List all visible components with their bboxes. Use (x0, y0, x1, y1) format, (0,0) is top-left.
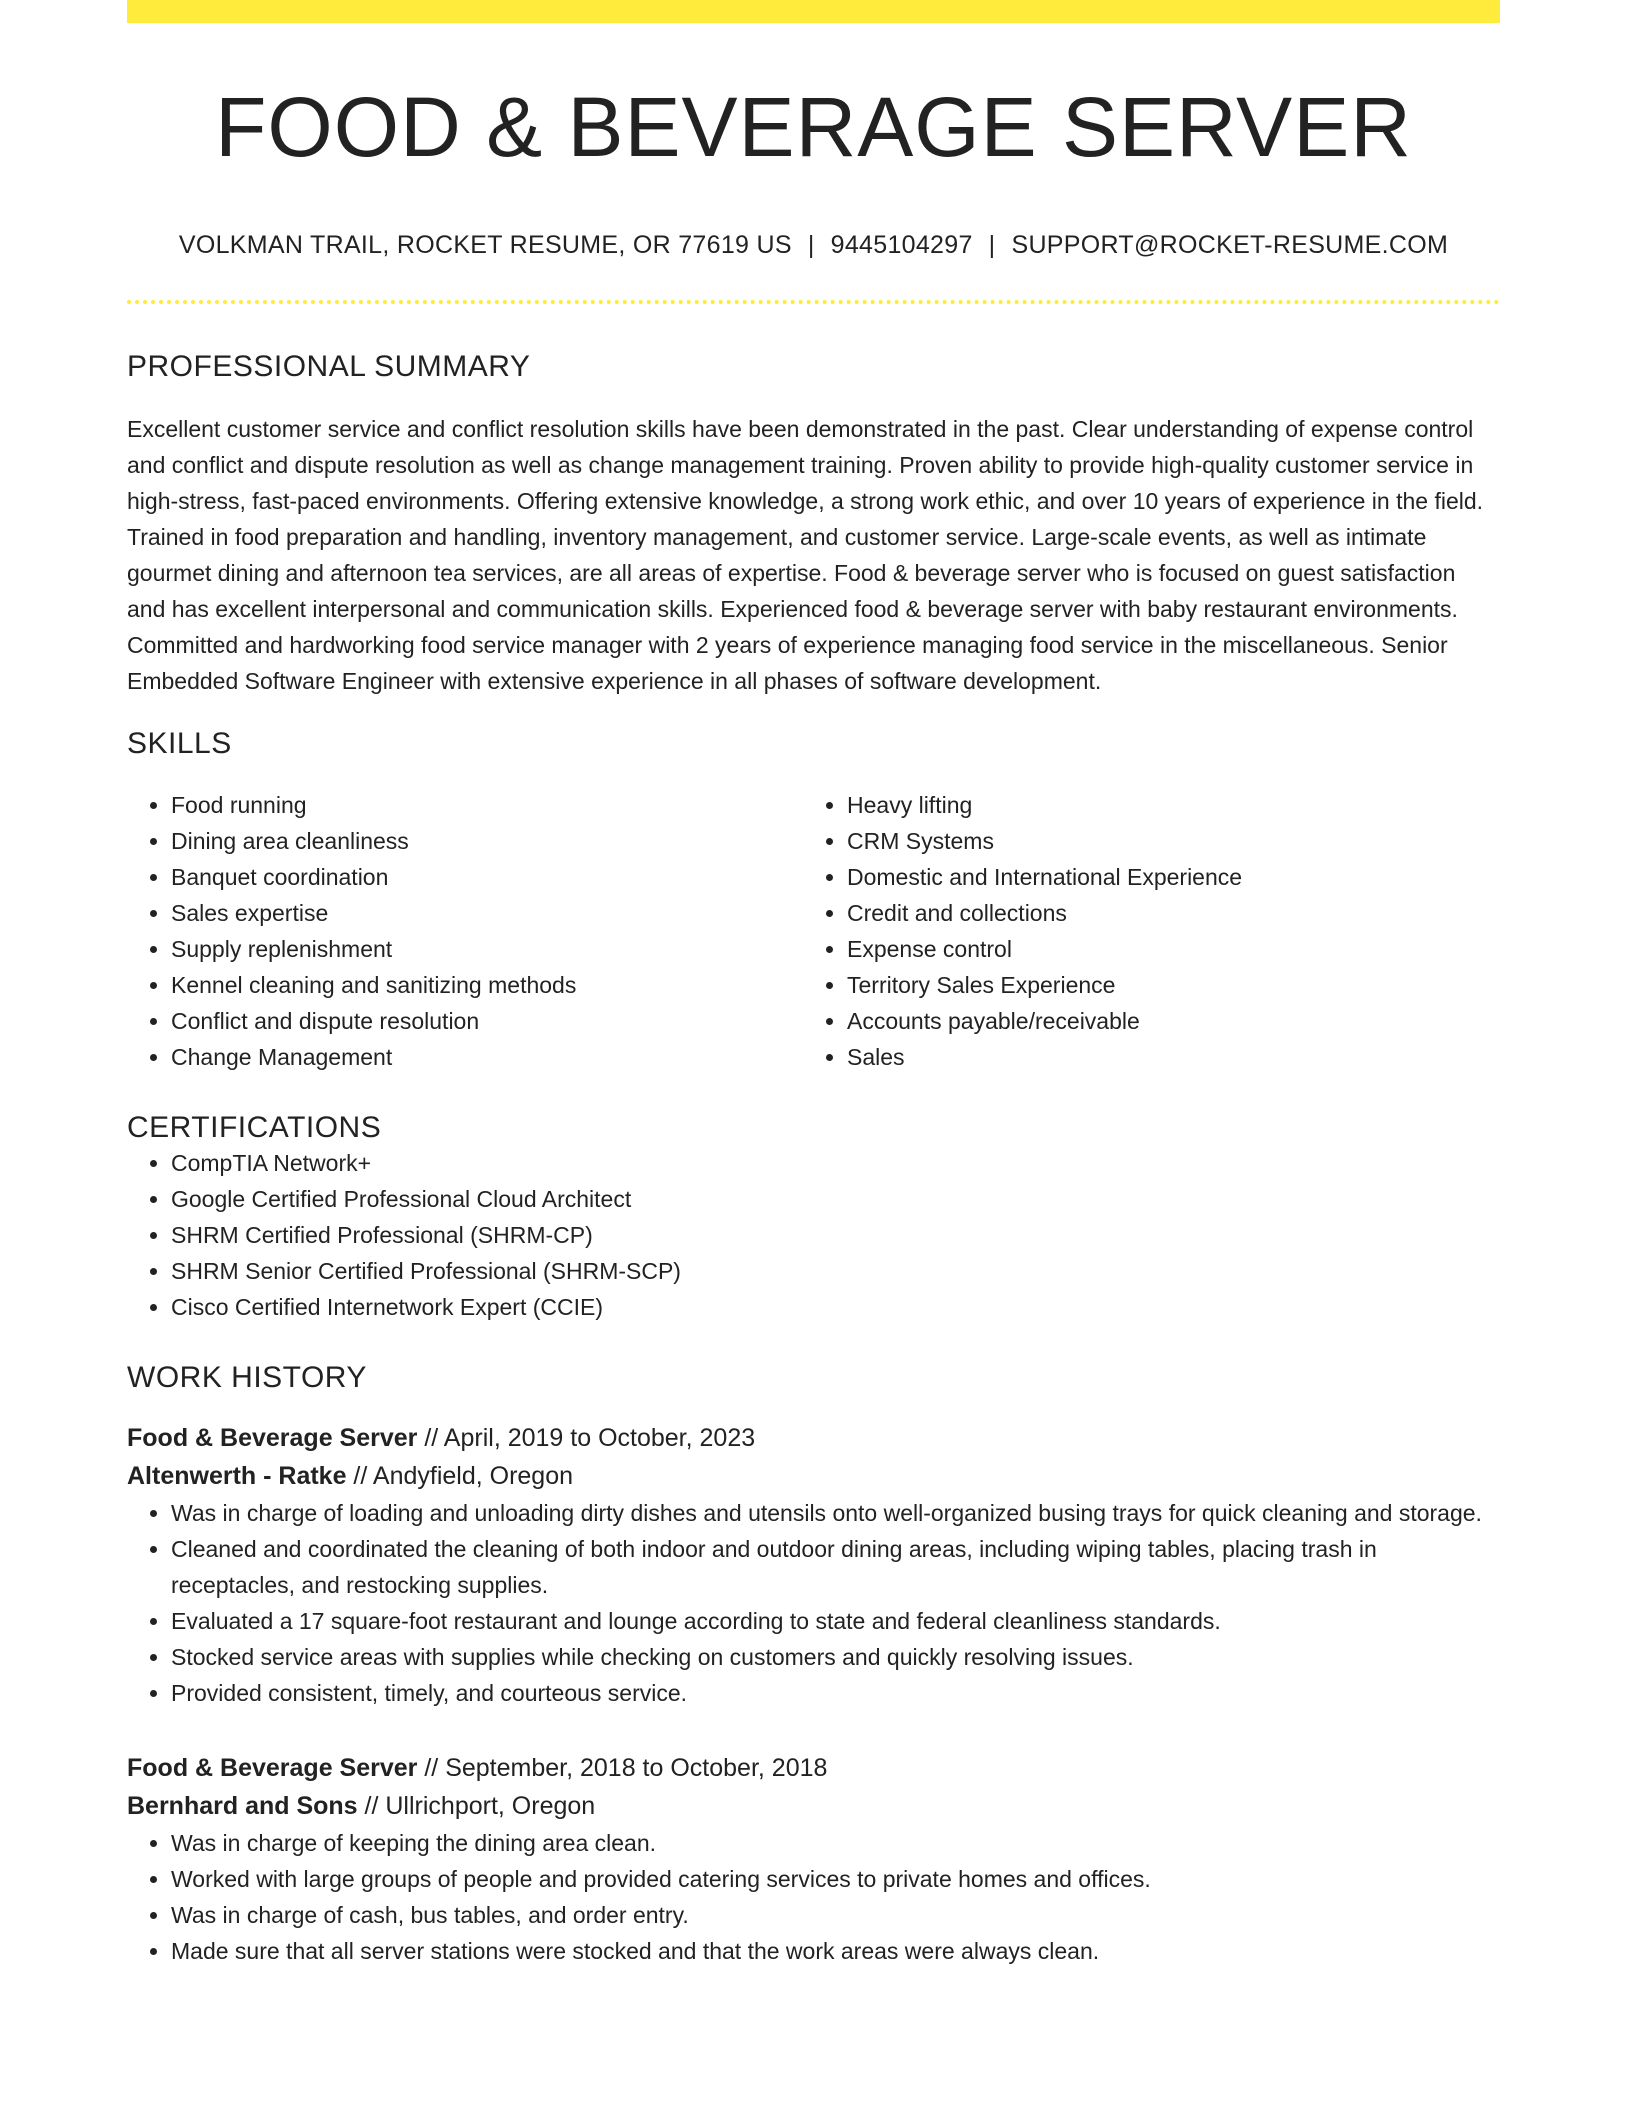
job-dates: // April, 2019 to October, 2023 (417, 1424, 756, 1452)
job-duty: • Made sure that all server stations were stocked and that the work areas were always clean. (171, 1933, 1500, 1969)
resume-page (127, 0, 1500, 1969)
contact-address: VOLKMAN TRAIL, ROCKET RESUME, OR 77619 US (178, 231, 792, 259)
job-duty: • Stocked service areas with supplies while checking on customers and quickly resolving issues. (171, 1639, 1500, 1675)
job-duties-list (127, 1825, 1500, 1969)
job-duty: • Was in charge of cash, bus tables, and order entry. (171, 1897, 1500, 1933)
dotted-divider (127, 300, 1500, 304)
job-entry (127, 1749, 1500, 1969)
job-duty: • Evaluated a 17 square-foot restaurant and lounge according to state and federal cleanliness standards. (171, 1603, 1500, 1639)
contact-separator: | (988, 231, 996, 259)
skills-column-right (803, 787, 1479, 1075)
skill-item: • Change Management (171, 1039, 803, 1075)
certification-item: • SHRM Certified Professional (SHRM-CP) (171, 1217, 1500, 1253)
job-role: Food & Beverage Server (127, 1424, 418, 1452)
candidate-name: FOOD & BEVERAGE SERVER (215, 80, 1412, 174)
skill-item: • Domestic and International Experience (847, 859, 1479, 895)
job-role-line (127, 1419, 1500, 1457)
job-dates: // September, 2018 to October, 2018 (417, 1754, 828, 1782)
contact-separator: | (807, 231, 815, 259)
certifications-list (127, 1145, 1500, 1325)
skill-item: • Banquet coordination (171, 859, 803, 895)
contact-line (127, 231, 1500, 260)
skill-item: • Sales expertise (171, 895, 803, 931)
summary-title: PROFESSIONAL SUMMARY (127, 350, 531, 383)
job-role-line (127, 1749, 1500, 1787)
contact-phone: 9445104297 (830, 231, 973, 259)
job-duty: • Was in charge of keeping the dining area clean. (171, 1825, 1500, 1861)
job-duty: • Provided consistent, timely, and courteous service. (171, 1675, 1500, 1711)
top-accent-bar (127, 0, 1500, 23)
certification-item: • CompTIA Network+ (171, 1145, 1500, 1181)
job-duty: • Worked with large groups of people and provided catering services to private homes and offices. (171, 1861, 1500, 1897)
skill-item: • CRM Systems (847, 823, 1479, 859)
skill-item: • Food running (171, 787, 803, 823)
skills-list-left (127, 787, 803, 1075)
contact-email: SUPPORT@ROCKET-RESUME.COM (1011, 231, 1449, 259)
job-duty: • Cleaned and coordinated the cleaning of both indoor and outdoor dining areas, including wiping tables, placing trash in receptacles, and restocking supplies. (171, 1531, 1500, 1603)
skills-grid (127, 787, 1500, 1075)
skills-title: SKILLS (127, 727, 232, 760)
certification-item: • Google Certified Professional Cloud Architect (171, 1181, 1500, 1217)
skill-item: • Sales (847, 1039, 1479, 1075)
work-history-title: WORK HISTORY (127, 1361, 367, 1394)
job-role: Food & Beverage Server (127, 1754, 418, 1782)
skill-item: • Dining area cleanliness (171, 823, 803, 859)
job-company: Bernhard and Sons (127, 1792, 358, 1820)
job-company-line (127, 1457, 1500, 1495)
job-entry (127, 1419, 1500, 1711)
certifications-title: CERTIFICATIONS (127, 1111, 382, 1144)
certification-item: • SHRM Senior Certified Professional (SHRM-SCP) (171, 1253, 1500, 1289)
skill-item: • Kennel cleaning and sanitizing methods (171, 967, 803, 1003)
skill-item: • Supply replenishment (171, 931, 803, 967)
skill-item: • Credit and collections (847, 895, 1479, 931)
skill-item: • Expense control (847, 931, 1479, 967)
job-duties-list (127, 1495, 1500, 1711)
job-location: // Ullrichport, Oregon (357, 1792, 596, 1820)
skills-list-right (803, 787, 1479, 1075)
skill-item: • Territory Sales Experience (847, 967, 1479, 1003)
job-company: Altenwerth - Ratke (127, 1462, 347, 1490)
job-company-line (127, 1787, 1500, 1825)
summary-text: Excellent customer service and conflict resolution skills have been demonstrated in the past. Clear understanding of expense control and conflict and dispute resolution as well as change management training. Proven ability to provide high-quality customer service in high-stress, fast-paced environments. Offering extensive knowledge, a strong work ethic, and over 10 years of experience in the field. Trained in food preparation and handling, inventory management, and customer service. Large-scale events, as well as intimate gourmet dining and afternoon tea services, are all areas of expertise. Food & beverage server who is focused on guest satisfaction and has excellent interpersonal and communication skills. Experienced food & beverage server with baby restaurant environments. Committed and hardworking food service manager with 2 years of experience managing food service in the miscellaneous. Senior Embedded Software Engineer with extensive experience in all phases of software development. (127, 416, 1484, 694)
job-location: // Andyfield, Oregon (346, 1462, 574, 1490)
job-duty: • Was in charge of loading and unloading dirty dishes and utensils onto well-organized busing trays for quick cleaning and storage. (171, 1495, 1500, 1531)
skill-item: • Heavy lifting (847, 787, 1479, 823)
skill-item: • Accounts payable/receivable (847, 1003, 1479, 1039)
skill-item: • Conflict and dispute resolution (171, 1003, 803, 1039)
certification-item: • Cisco Certified Internetwork Expert (CCIE) (171, 1289, 1500, 1325)
skills-column-left (127, 787, 803, 1075)
